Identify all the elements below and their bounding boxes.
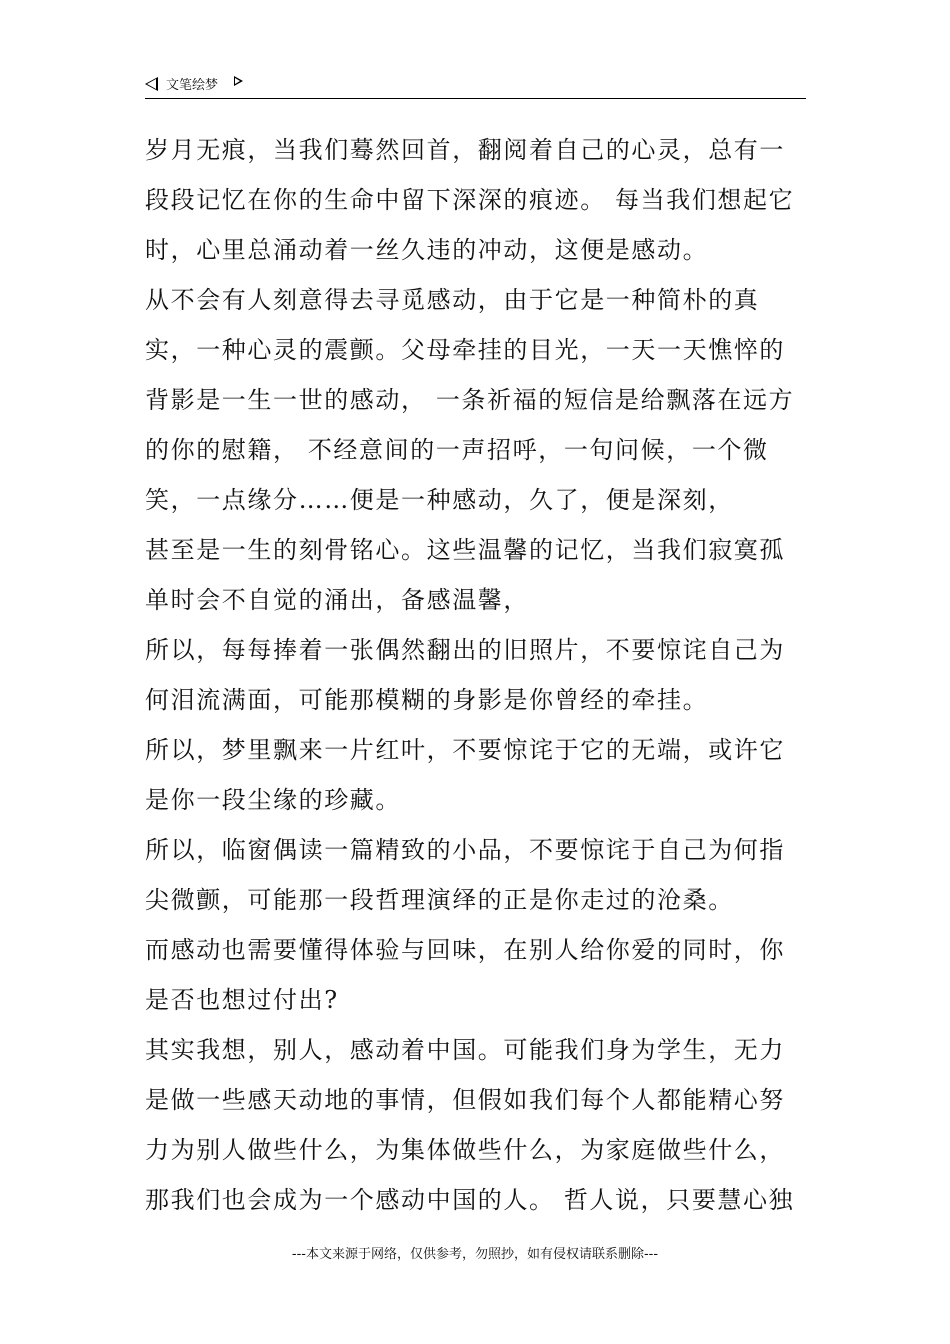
paragraph-5: 所以，梦里飘来一片红叶，不要惊诧于它的无端，或许它是你一段尘缘的珍藏。 — [145, 736, 785, 814]
paragraph-2: 从不会有人刻意得去寻觅感动，由于它是一种简朴的真实，一种心灵的震颤。父母牵挂的目光，一天一天憔悴的背影是一生一世的感动， 一条祈福的短信是给飘落在远方的你的慰籍， 不经意间的一声招呼，一句问候，一个微笑，一点缘分……便是一种感动，久了，便是深刻， — [145, 286, 795, 514]
paragraph-3: 甚至是一生的刻骨铭心。这些温馨的记忆，当我们寂寞孤单时会不自觉的涌出，备感温馨， — [145, 536, 785, 614]
document-body — [145, 125, 809, 1225]
paragraph-6: 所以，临窗偶读一篇精致的小品，不要惊诧于自己为何指尖微颤，可能那一段哲理演绎的正是你走过的沧桑。 — [145, 836, 785, 914]
triangle-right-icon — [234, 76, 243, 86]
paragraph-1: 岁月无痕，当我们蓦然回首，翻阅着自己的心灵，总有一段段记忆在你的生命中留下深深的痕迹。 每当我们想起它时，心里总涌动着一丝久违的冲动，这便是感动。 — [145, 136, 795, 264]
triangle-left-icon — [145, 77, 158, 91]
paragraph-4: 所以，每每捧着一张偶然翻出的旧照片，不要惊诧自己为何泪流满面，可能那模糊的身影是你曾经的牵挂。 — [145, 636, 785, 714]
page-footer: ---本文来源于网络，仅供参考，勿照抄，如有侵权请联系删除--- — [291, 1247, 659, 1262]
paragraph-8: 其实我想，别人，感动着中国。可能我们身为学生，无力是做一些感天动地的事情，但假如我们每个人都能精心努力为别人做些什么，为集体做些什么，为家庭做些什么，那我们也会成为一个感动中国的人。 哲人说，只要慧心独 — [145, 1036, 795, 1214]
header-title: 文笔绘梦 — [166, 78, 219, 93]
paragraph-7: 而感动也需要懂得体验与回味，在别人给你爱的同时，你是否也想过付出? — [145, 936, 785, 1014]
page-header — [145, 72, 806, 99]
